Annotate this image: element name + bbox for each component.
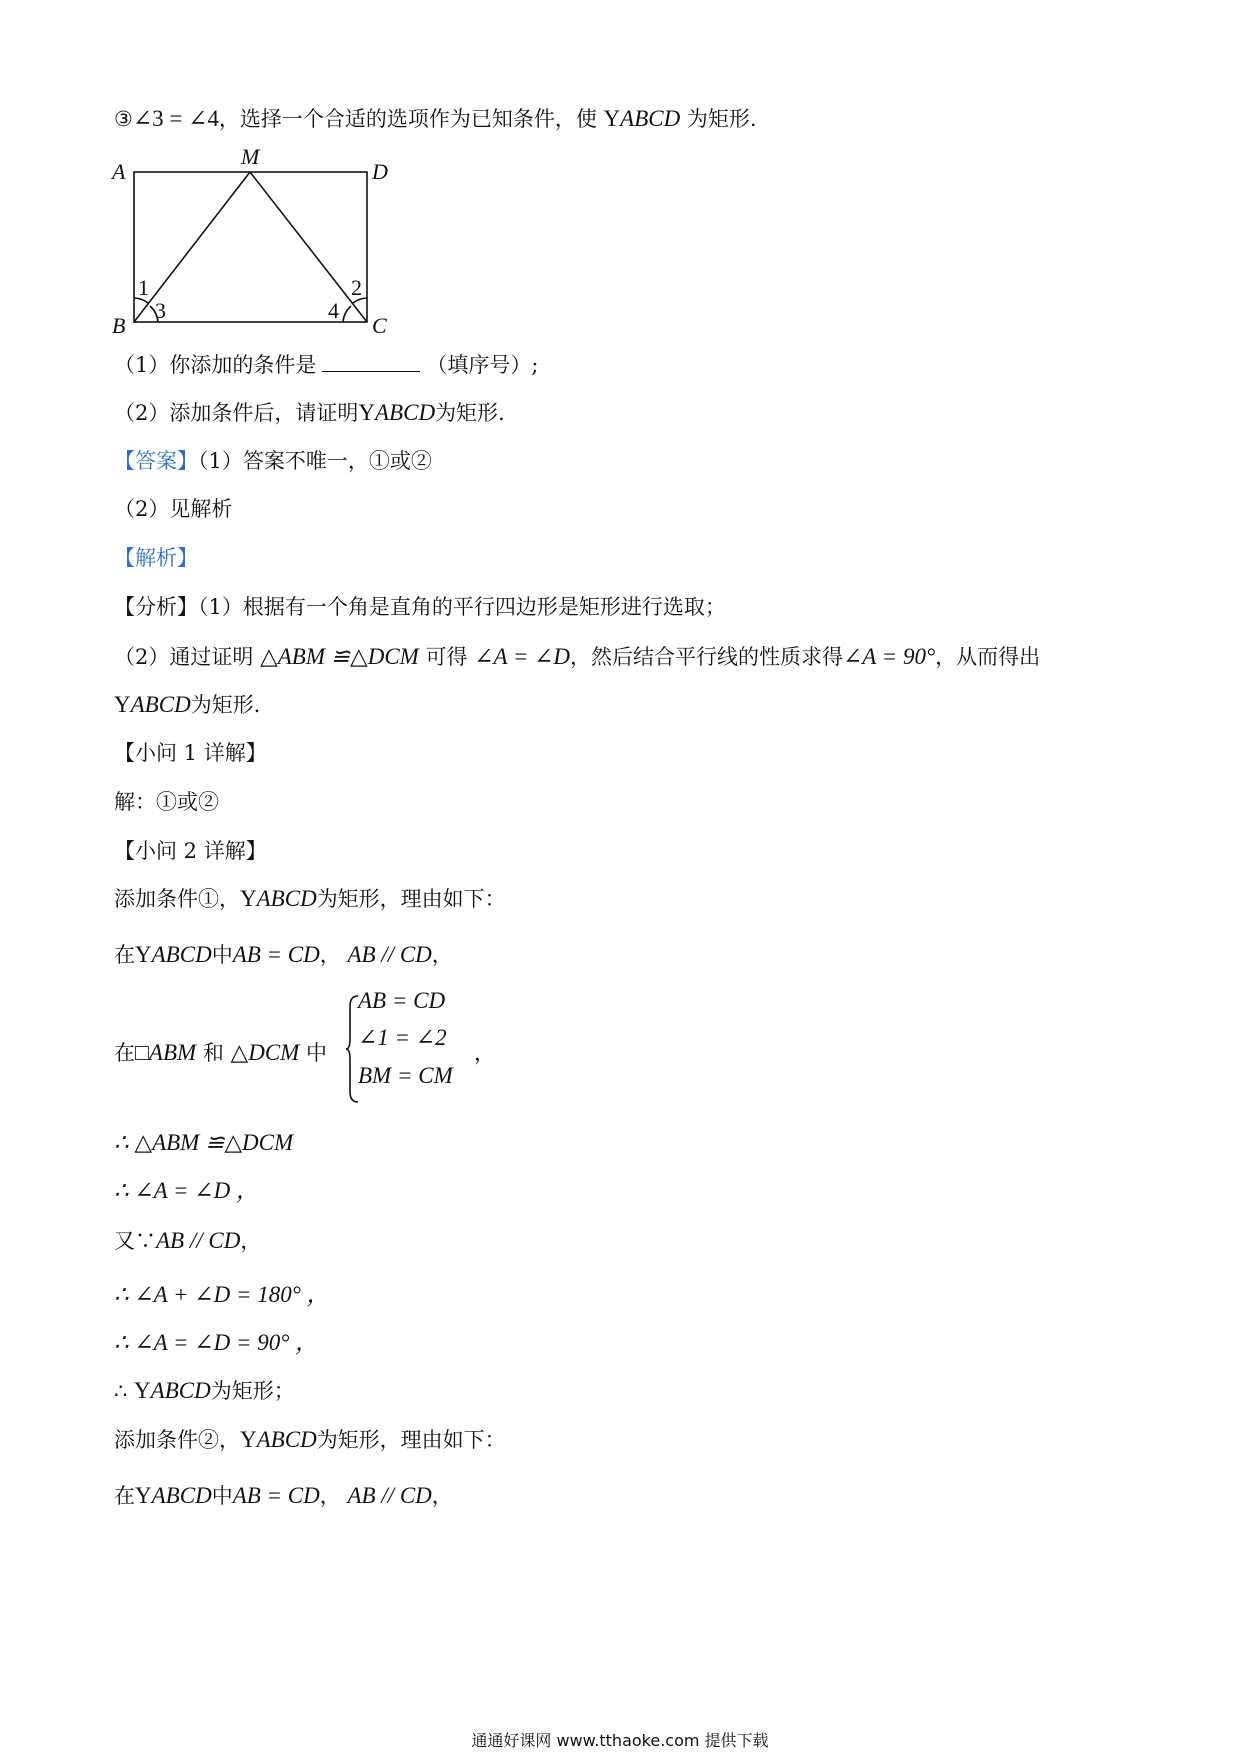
answer-tag: 【答案】 [114, 449, 198, 473]
proof-intro-2 [114, 1425, 506, 1455]
p1-a: 添加条件①， [114, 887, 240, 911]
p4-a: 添加条件②， [114, 1428, 240, 1452]
fenxi2-e: ，然后结合平行线的性质求得 [570, 645, 844, 669]
label-m: M [241, 144, 260, 169]
question-1-after: （填序号）; [426, 353, 539, 377]
shape-name: ABCD [375, 400, 436, 425]
parallelogram-symbol: Y [135, 942, 152, 967]
s6-end: 为矩形； [210, 1379, 295, 1403]
p5-b: 中 [211, 1484, 233, 1508]
p5-comma: ， [319, 1484, 341, 1508]
segment-mc [250, 172, 367, 322]
brace-comma: ， [474, 1041, 495, 1065]
p1-b: 为矩形，理由如下： [316, 887, 506, 911]
p2-end: ， [431, 943, 453, 967]
s3-parallel: AB // CD [156, 1228, 241, 1253]
p3-and: 和 [202, 1041, 224, 1065]
s3-a: 又∵ [114, 1229, 156, 1253]
p2-a: 在 [114, 943, 135, 967]
label-angle-4: 4 [328, 298, 339, 323]
fenxi2-angle-eq: ∠A = ∠D [474, 644, 571, 669]
parallelogram-symbol: Y [134, 1378, 151, 1403]
p5-end: ， [431, 1484, 453, 1508]
label-c: C [372, 313, 387, 338]
fenxi2-congruence: △ABM ≌△DCM [260, 644, 419, 669]
sub-question-2-heading: 【小问 2 详解】 [114, 839, 267, 863]
p2-parallel: AB // CD [347, 942, 432, 967]
triangle-abm: □ABM [135, 1040, 197, 1065]
condition-3-text: ，选择一个合适的选项作为已知条件，使 [218, 107, 597, 131]
p2-b: 中 [211, 943, 233, 967]
step-angle-90: ∴ ∠A = ∠D = 90° ， [114, 1330, 319, 1355]
shape-name: ABCD [256, 1427, 317, 1452]
question-1-text: （1）你添加的条件是 [114, 353, 317, 377]
parallelogram-symbol: Y [358, 400, 375, 425]
condition-3-expr: ∠3 = ∠4 [132, 106, 219, 131]
step-congruent: ∴ △ABM ≌△DCM [114, 1130, 294, 1155]
p4-b: 为矩形，理由如下： [316, 1428, 506, 1452]
fenxi-tag: 【分析】 [114, 595, 198, 619]
s6-therefore: ∴ [114, 1379, 135, 1403]
parallelogram-symbol: Y [240, 1427, 257, 1452]
question-2-text: （2）添加条件后，请证明 [114, 401, 359, 425]
parallelogram-symbol: Y [114, 692, 131, 717]
question-2 [114, 398, 505, 428]
sub-question-1-heading: 【小问 1 详解】 [114, 741, 267, 765]
triangle-dcm: △DCM [230, 1040, 300, 1065]
question-1 [114, 350, 538, 380]
label-angle-2: 2 [351, 275, 362, 300]
answer-line [114, 446, 432, 476]
answer-blank [322, 351, 420, 372]
condition-3-end: 为矩形. [686, 107, 757, 131]
shape-name: ABCD [256, 886, 317, 911]
answer-line-2: （2）见解析 [114, 497, 233, 521]
segment-bm [134, 172, 250, 322]
shape-name: ABCD [151, 1483, 212, 1508]
angle-arc-4 [343, 306, 351, 322]
p3-in: 中 [306, 1041, 328, 1065]
solution-1: 解：①或② [114, 790, 219, 814]
label-b: B [112, 313, 126, 338]
fenxi-text: （1）根据有一个角是直角的平行四边形是矩形进行选取； [198, 595, 726, 619]
answer-text: （1）答案不唯一，①或② [198, 449, 432, 473]
p3-a: 在 [114, 1041, 135, 1065]
proof-given-2 [114, 1481, 453, 1511]
fenxi2-a: （2）通过证明 [114, 645, 254, 669]
proof-triangle-line [114, 1038, 327, 1068]
parallelogram-symbol: Y [135, 1483, 152, 1508]
label-angle-3: 3 [155, 298, 166, 323]
parallelogram-symbol: Y [603, 106, 621, 131]
fenxi2-c: 可得 [425, 645, 468, 669]
label-angle-1: 1 [138, 275, 149, 300]
question-2-end: 为矩形. [435, 401, 505, 425]
circled-3: ③ [114, 107, 133, 131]
fenxi2-angle-90: ∠A = 90° [843, 644, 936, 669]
shape-name: ABCD [130, 692, 191, 717]
step-conclusion [114, 1376, 295, 1406]
parallelogram-symbol: Y [240, 886, 257, 911]
condition-3-line [114, 104, 757, 134]
p5-eq: AB = CD [232, 1483, 320, 1508]
step-sum-180: ∴ ∠A + ∠D = 180° ， [114, 1282, 330, 1307]
step-parallel [114, 1226, 261, 1256]
fenxi2-g: ，从而得出 [935, 645, 1041, 669]
proof-given-1 [114, 940, 453, 970]
p5-a: 在 [114, 1484, 135, 1508]
page-footer: 通通好课网 www.tthaoke.com 提供下载 [471, 1731, 769, 1750]
fenxi-line [114, 592, 726, 622]
p2-eq: AB = CD [232, 942, 320, 967]
brace [345, 994, 359, 1104]
label-a: A [112, 159, 126, 184]
brace-line-1: AB = CD [358, 988, 446, 1013]
s3-comma: ， [240, 1229, 262, 1253]
fenxi-line-3 [114, 690, 260, 720]
fenxi3-end: 为矩形. [190, 693, 261, 717]
shape-name: ABCD [151, 942, 212, 967]
rectangle-figure [100, 140, 400, 340]
brace-line-3: BM = CM [358, 1063, 453, 1088]
analysis-tag: 【解析】 [114, 546, 198, 570]
shape-name: ABCD [620, 106, 681, 131]
label-d: D [372, 159, 388, 184]
shape-name: ABCD [150, 1378, 211, 1403]
fenxi-line-2 [114, 642, 1040, 672]
brace-line-2: ∠1 = ∠2 [358, 1025, 447, 1050]
step-angle-equal: ∴ ∠A = ∠D ， [114, 1178, 259, 1203]
proof-intro-1 [114, 884, 506, 914]
p2-comma: ， [319, 943, 341, 967]
p5-parallel: AB // CD [347, 1483, 432, 1508]
